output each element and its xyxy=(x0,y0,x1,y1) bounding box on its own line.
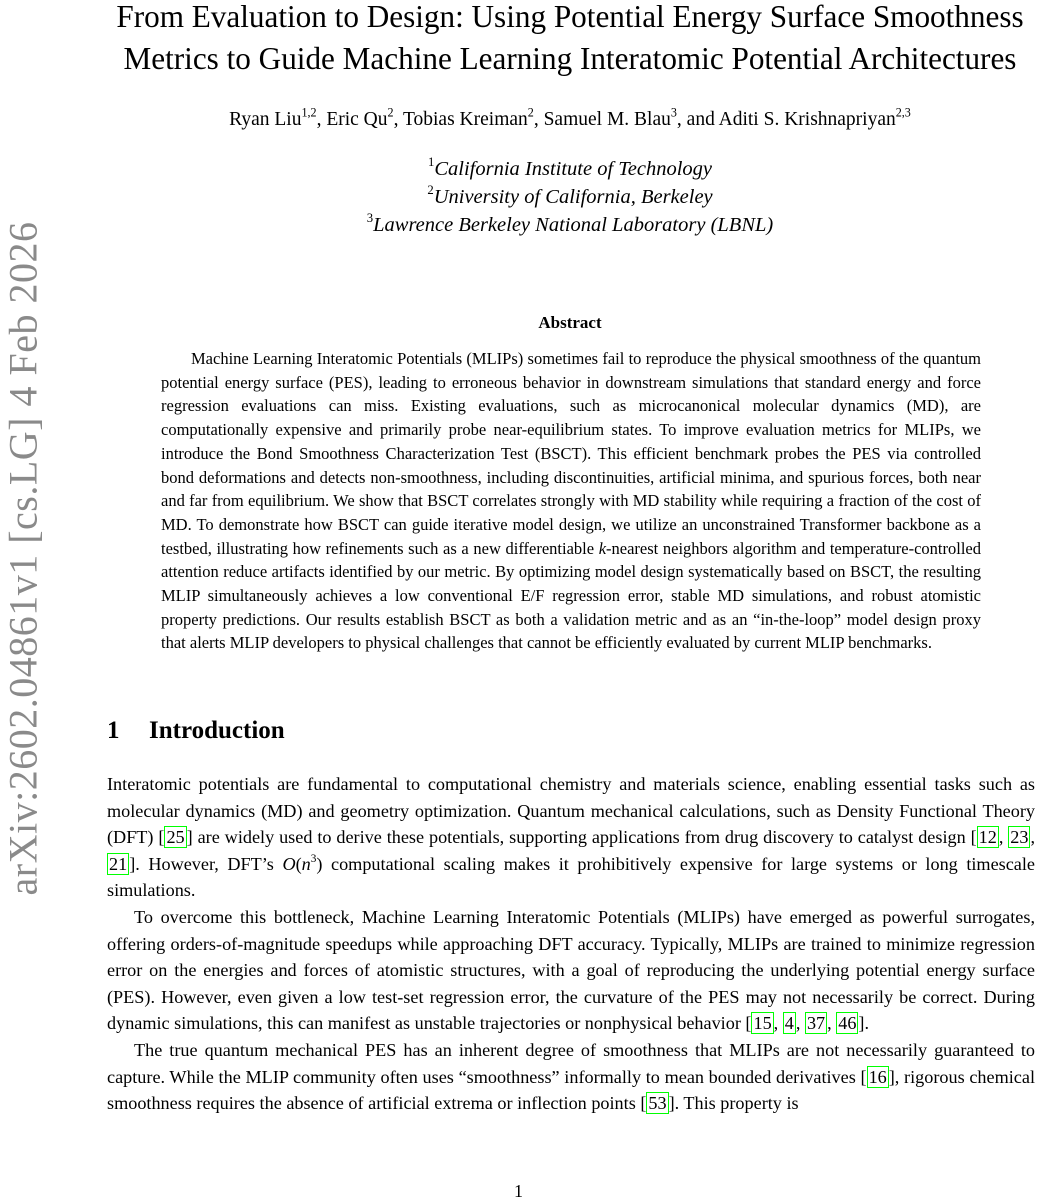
author: Eric Qu$^2$ xyxy=(326,105,394,130)
arxiv-identifier: arXiv:2602.04861v1 [cs.LG] 4 Feb 2026 xyxy=(0,221,46,895)
author: Tobias Kreiman$^2$ xyxy=(402,105,534,130)
section-heading-introduction xyxy=(107,717,285,745)
author: Samuel M. Blau$^3$ xyxy=(543,105,677,130)
citation-link[interactable]: 16 xyxy=(868,1066,887,1087)
citation-link[interactable]: 15 xyxy=(753,1013,772,1034)
affiliation: $^2$University of California, Berkeley xyxy=(427,183,713,208)
citation-link[interactable]: 23 xyxy=(1010,827,1029,848)
abstract-text: Machine Learning Interatomic Potentials (MLIPs) sometimes fail to reproduce the physical smoothness of the quantum potential energy surface (PES), leading to erroneous behavior in downstream simulations that standard energy and force regression evaluations can miss. Existing evaluations, such as microcanonical molecular dynamics (MD), are computationally expensive and primarily probe near-equilibrium states. To improve evaluation metrics for MLIPs, we introduce the Bond Smoothness Characterization Test (BSCT). This efficient benchmark probes the PES via controlled bond deformations and detects non-smoothness, including discontinuities, artificial minima, and spurious forces, both near and far from equilibrium. We show that BSCT correlates strongly with MD stability while requiring a fraction of the cost of MD. To demonstrate how BSCT can guide iterative model design, we utilize an unconstrained Transformer backbone as a testbed, illustrating how refinements such as a new differentiable k-nearest neighbors algorithm and temperature-controlled attention reduce artifacts identified by our metric. By optimizing model design systematically based on BSCT, the resulting MLIP simultaneously achieves a low conventional E/F regression error, stable MD simulations, and robust atomistic property predictions. Our results establish BSCT as both a validation metric and as an “in-the-loop” model design proxy that alerts MLIP developers to physical challenges that cannot be efficiently evaluated by current MLIP benchmarks. xyxy=(161,349,981,653)
paragraph: The true quantum mechanical PES has an inherent degree of smoothness that MLIPs are not necessarily guaranteed to capture. While the MLIP community often uses “smoothness” informally to mean bounded derivatives [ 16 ], rigorous chemical smoothness requires the absence of artificial extrema or inflection points [ 53 ]. This property is xyxy=(107,1039,1035,1114)
affiliation: $^1$California Institute of Technology xyxy=(427,155,713,180)
citation-link[interactable]: 4 xyxy=(784,1013,794,1034)
citation-link[interactable]: 25 xyxy=(166,827,185,848)
paragraph: To overcome this bottleneck, Machine Learning Interatomic Potentials (MLIPs) have emerged as powerful surrogates, offering orders-of-magnitude speedups while approaching DFT accuracy. Typically, MLIPs are trained to minimize regression error on the energies and forces of atomistic structures, with a goal of reproducing the underlying potential energy surface (PES). However, even given a low test-set regression error, the curvature of the PES may not necessarily be correct. During dynamic simulations, this can manifest as unstable trajectories or nonphysical behavior [ 15 , 4 , 37 , 46 ]. xyxy=(107,906,1035,1034)
section-title: Introduction xyxy=(149,717,285,744)
affiliation: $^3$Lawrence Berkeley National Laboratory (LBNL) xyxy=(366,211,774,236)
math-k: k xyxy=(598,538,607,558)
title-line-2: Metrics to Guide Machine Learning Interatomic Potential Architectures xyxy=(123,41,1017,76)
author: Aditi S. Krishnapriyan$^{2,3}$ xyxy=(718,105,911,130)
author-list: Ryan Liu$^{1,2}$, Eric Qu$^2$, Tobias Kreiman$^2$, Samuel M. Blau$^3$, and Aditi S. Krishnapriyan$^{2,3}$ xyxy=(229,105,911,130)
abstract-heading: Abstract xyxy=(538,313,602,332)
citation-link[interactable]: 37 xyxy=(806,1013,826,1034)
affiliation-list xyxy=(90,155,1037,239)
citation-link[interactable]: 12 xyxy=(978,827,997,848)
title-line-1: From Evaluation to Design: Using Potential Energy Surface Smoothness xyxy=(116,0,1024,34)
introduction-body xyxy=(107,771,1035,1117)
citation-link[interactable]: 53 xyxy=(648,1093,667,1114)
page-number: 1 xyxy=(514,1181,523,1201)
arxiv-sidebar xyxy=(0,218,46,898)
paper-title xyxy=(90,0,1037,80)
section-number: 1 xyxy=(107,717,120,744)
citation-link[interactable]: 46 xyxy=(838,1013,857,1034)
paragraph: Interatomic potentials are fundamental to computational chemistry and materials science, enabling essential tasks such as molecular dynamics (MD) and geometry optimization. Quantum mechanical calculations, such as Density Functional Theory (DFT) [ 25 ] are widely used to derive these potentials, supporting applications from drug discovery to catalyst design [ 12 , 23 , 21 ]. However, DFT’s $O(n^3)$ computational scaling makes it prohibitively expensive for large systems or long timescale simulations. xyxy=(107,774,1036,901)
math-big-o: $O(n^3)$ xyxy=(282,852,323,874)
author: Ryan Liu$^{1,2}$ xyxy=(229,105,317,130)
citation-link[interactable]: 21 xyxy=(109,853,128,874)
